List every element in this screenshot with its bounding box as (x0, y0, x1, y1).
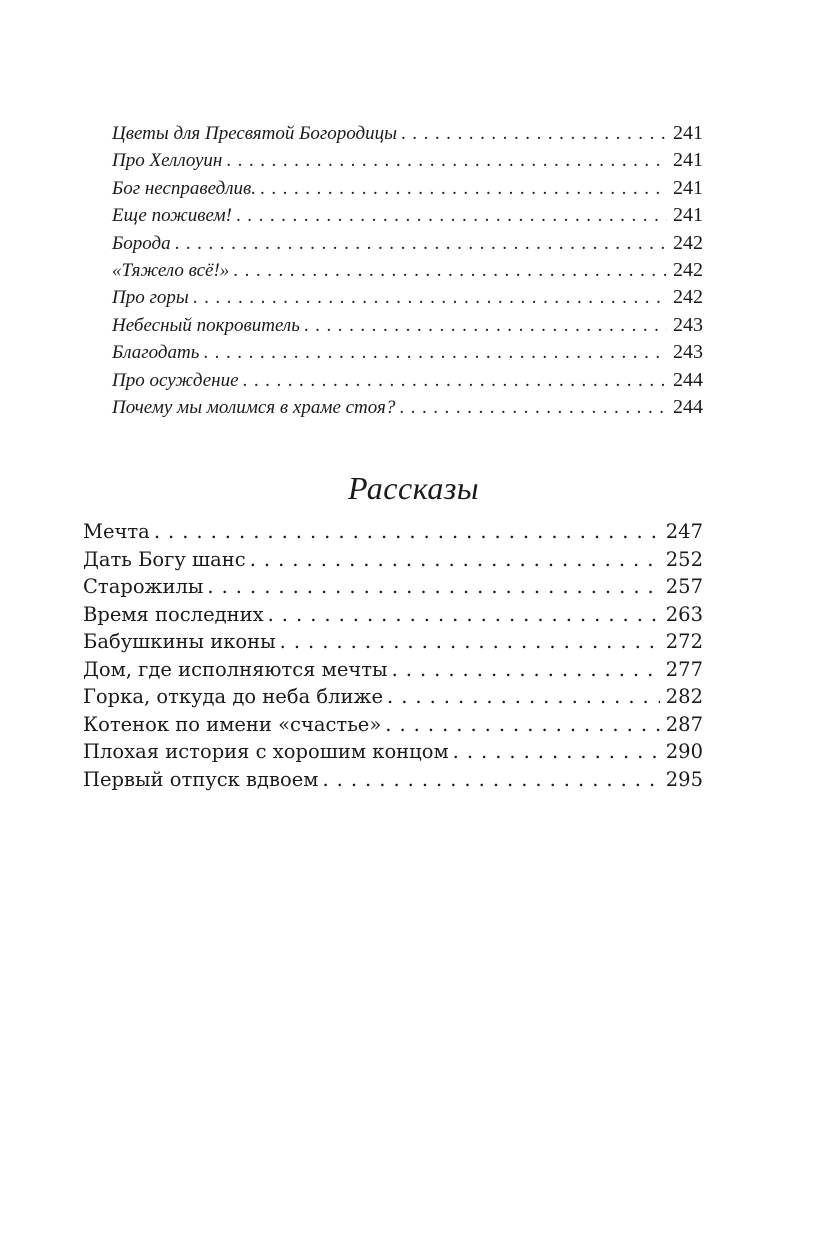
dot-leader (250, 546, 660, 573)
entry-title: Про Хеллоуин (112, 150, 223, 172)
toc-story-list (0, 518, 827, 793)
entry-title: Бабушкины иконы (83, 630, 276, 653)
toc-entry (112, 257, 703, 284)
dot-leader (243, 367, 667, 394)
dot-leader (233, 257, 667, 284)
dot-leader (401, 120, 667, 147)
page-number: 282 (665, 685, 703, 708)
entry-title: Про осуждение (112, 369, 239, 391)
page-number: 241 (673, 204, 703, 227)
page-number: 242 (673, 258, 703, 281)
toc-entry (112, 312, 703, 339)
entry-title: Горка, откуда до неба ближе (83, 685, 384, 708)
toc-entry (112, 202, 703, 229)
toc-entry (83, 628, 703, 656)
entry-title: «Тяжело всё!» (112, 259, 230, 281)
page-number: 272 (665, 630, 703, 653)
toc-entry (83, 573, 703, 601)
page-number: 243 (673, 313, 703, 336)
toc-entry (83, 711, 703, 739)
page-number: 242 (673, 231, 703, 254)
page-number: 257 (665, 575, 703, 598)
toc-entry (83, 656, 703, 684)
entry-title: Мечта (83, 520, 150, 543)
toc-entry (112, 147, 703, 174)
dot-leader (203, 339, 667, 366)
dot-leader (387, 683, 660, 710)
entry-title: Небесный покровитель (112, 314, 300, 336)
toc-entry (112, 120, 703, 147)
page-number: 263 (665, 602, 703, 626)
toc-entry (83, 546, 703, 574)
page-number: 244 (673, 368, 703, 391)
dot-leader (154, 518, 660, 545)
toc-entry (112, 284, 703, 311)
dot-leader (268, 601, 660, 628)
entry-title: Почему мы молимся в храме стоя? (112, 396, 396, 418)
toc-entry (112, 394, 703, 421)
toc-entry (83, 738, 703, 766)
dot-leader (280, 628, 660, 655)
dot-leader (453, 738, 660, 765)
toc-entry (83, 766, 703, 794)
page-number: 277 (665, 657, 703, 681)
entry-title: Первый отпуск вдвоем (83, 767, 319, 791)
entry-title: Плохая история с хорошим концом (83, 740, 449, 763)
entry-title: Цветы для Пресвятой Богородицы (112, 123, 397, 144)
entry-title: Благодать (112, 342, 200, 364)
dot-leader (175, 230, 667, 257)
toc-entry (112, 367, 703, 394)
page-number: 241 (673, 149, 703, 172)
entry-title: Борода (112, 232, 171, 254)
entry-title: Бог несправедлив. (112, 177, 257, 199)
dot-leader (385, 711, 659, 738)
toc-entry (112, 230, 703, 257)
page-number: 244 (673, 395, 703, 418)
toc-entry (83, 683, 703, 711)
section-heading: Рассказы (347, 470, 480, 506)
page-number: 290 (665, 740, 703, 763)
toc-entry (83, 518, 703, 546)
entry-title: Старожилы (83, 575, 204, 598)
page-number: 241 (673, 122, 703, 144)
toc-entry (112, 339, 703, 366)
dot-leader (322, 766, 659, 793)
dot-leader (207, 573, 659, 600)
toc-subsection-list (0, 120, 827, 421)
dot-leader (236, 202, 667, 229)
entry-title: Дом, где исполняются мечты (83, 657, 388, 681)
dot-leader (399, 394, 667, 421)
page-number: 242 (673, 286, 703, 309)
toc-entry (83, 601, 703, 629)
page-number: 247 (665, 520, 703, 543)
entry-title: Про горы (112, 287, 189, 309)
page-number: 241 (673, 176, 703, 199)
entry-title: Еще поживем! (112, 205, 232, 227)
page-number: 295 (665, 767, 703, 791)
toc-entry (112, 175, 703, 202)
entry-title: Дать Богу шанс (83, 547, 246, 571)
dot-leader (226, 147, 667, 174)
page-number: 252 (665, 547, 703, 571)
dot-leader (392, 656, 660, 683)
page-number: 243 (673, 341, 703, 364)
dot-leader (193, 284, 667, 311)
entry-title: Котенок по имени «счастье» (83, 712, 382, 736)
dot-leader (260, 175, 667, 202)
page-number: 287 (665, 712, 703, 736)
dot-leader (304, 312, 667, 339)
entry-title: Время последних (83, 602, 264, 626)
